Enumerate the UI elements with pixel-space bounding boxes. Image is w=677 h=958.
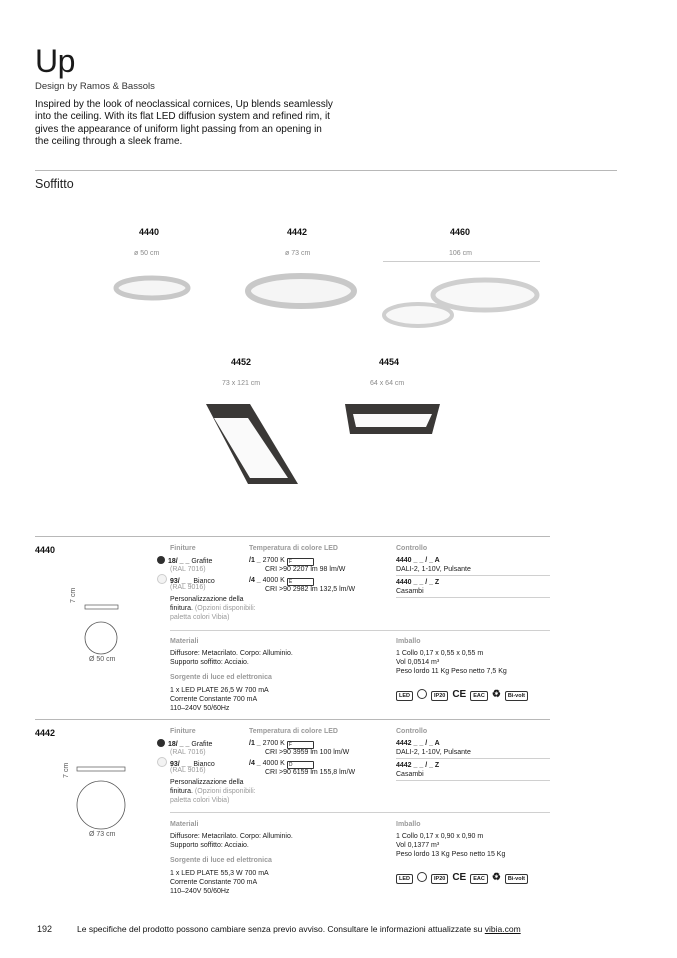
finish-bianco: 93/ _ _ Bianco (157, 574, 215, 586)
divider (35, 170, 617, 171)
finish-ral: (RAL 9016) (170, 584, 206, 591)
finish-bianco: 93/ _ _ Bianco (157, 757, 215, 769)
control-desc: DALI-2, 1-10V, Pulsante (396, 749, 471, 756)
finish-grafite: 18/ _ _ Grafite (157, 739, 212, 749)
source-line: 110–240V 50/60Hz (170, 888, 230, 895)
model-code-4452: 4452 (231, 357, 252, 367)
model-dim-4460: 106 cm (449, 250, 472, 257)
control-code: 4440 _ _ / _ Z (396, 579, 440, 586)
divider (396, 575, 550, 576)
model-dim-4454: 64 x 64 cm (370, 380, 405, 387)
ip-badge: IP20 (431, 874, 448, 884)
energy-class-badge: D (287, 761, 314, 769)
diameter-label: Ø 73 cm (89, 831, 116, 838)
materiali-line: Supporto soffitto: Acciaio. (170, 659, 249, 666)
footer-link[interactable]: vibia.com (484, 924, 521, 934)
finiture-label: Finiture (170, 728, 196, 735)
spec-code: 4440 (35, 545, 56, 555)
product-illustration-square (200, 398, 450, 498)
recycle-icon: ♻ (491, 689, 501, 700)
energy-class-badge: F (287, 558, 314, 566)
footer-note: Le specifiche del prodotto possono cambiare senza previo avviso. Consultare le informazioni attualizzate su vibia.com (77, 924, 521, 934)
opzioni-line: paletta colori Vibia) (170, 614, 230, 621)
finish-ral: (RAL 9016) (170, 767, 206, 774)
swatch-bianco (157, 574, 167, 584)
page-title: Up (35, 43, 75, 79)
designer-credit: Design by Ramos & Bassols (35, 81, 155, 92)
personalizzazione-line2: finitura. (Opzioni disponibili: (170, 605, 256, 612)
controllo-label: Controllo (396, 728, 428, 735)
eac-badge: EAC (470, 691, 488, 701)
divider (35, 536, 550, 537)
source-line: 1 x LED PLATE 55,3 W 700 mA (170, 870, 269, 877)
materiali-label: Materiali (170, 821, 199, 828)
sorgente-label: Sorgente di luce ed elettronica (170, 857, 272, 864)
profile-drawing (75, 765, 131, 835)
section-title: Soffitto (35, 177, 74, 191)
spec-code: 4442 (35, 728, 56, 738)
finiture-label: Finiture (170, 545, 196, 552)
divider (170, 812, 550, 813)
swatch-grafite (157, 739, 165, 747)
eac-badge: EAC (470, 874, 488, 884)
model-dim-4440: ø 50 cm (134, 250, 160, 257)
energy-class-badge: E (287, 578, 314, 586)
divider (396, 597, 550, 598)
class-icon (417, 872, 427, 882)
imballo-label: Imballo (396, 821, 421, 828)
temp-row: /1 _ 2700 K F (249, 739, 314, 749)
control-code: 4442 _ _ / _ Z (396, 762, 440, 769)
ip-badge: IP20 (431, 691, 448, 701)
pack-line: Vol 0,0514 m³ (396, 659, 440, 666)
temp-row: /4 _ 4000 K D (249, 759, 314, 769)
product-illustration-round (105, 268, 545, 348)
divider (35, 719, 550, 720)
model-code-4440: 4440 (139, 227, 160, 237)
profile-drawing (84, 603, 120, 658)
class-icon (417, 689, 427, 699)
ce-icon: CE (452, 872, 467, 883)
pack-line: Peso lordo 11 Kg Peso netto 7,5 Kg (396, 668, 507, 675)
height-label: 7 cm (63, 762, 70, 778)
source-line: 110–240V 50/60Hz (170, 705, 230, 712)
model-code-4454: 4454 (379, 357, 400, 367)
temperatura-label: Temperatura di colore LED (249, 545, 338, 552)
opzioni-line: paletta colori Vibia) (170, 797, 230, 804)
control-code: 4440 _ _ / _ A (396, 557, 440, 564)
controllo-label: Controllo (396, 545, 428, 552)
personalizzazione-line1: Personalizzazione della (170, 779, 244, 786)
divider (396, 758, 550, 759)
control-desc: Casambi (396, 771, 424, 778)
divider (170, 630, 550, 631)
model-code-4460: 4460 (450, 227, 471, 237)
height-label: 7 cm (70, 587, 77, 603)
control-code: 4442 _ _ / _ A (396, 740, 440, 747)
page-number: 192 (37, 924, 53, 934)
source-line: Corrente Constante 700 mA (170, 879, 258, 886)
personalizzazione-line1: Personalizzazione della (170, 596, 244, 603)
finish-grafite: 18/ _ _ Grafite (157, 556, 212, 566)
dim-line (383, 261, 540, 262)
pack-line: Peso lordo 13 Kg Peso netto 15 Kg (396, 851, 506, 858)
materiali-label: Materiali (170, 638, 199, 645)
model-dim-4442: ø 73 cm (285, 250, 311, 257)
materiali-line: Diffusore: Metacrilato. Corpo: Alluminio. (170, 650, 293, 657)
sorgente-label: Sorgente di luce ed elettronica (170, 674, 272, 681)
ce-icon: CE (452, 689, 467, 700)
led-badge: LED (396, 691, 413, 701)
bivolt-badge: Bi-volt (505, 874, 528, 884)
pack-line: 1 Collo 0,17 x 0,90 x 0,90 m (396, 833, 484, 840)
divider (396, 780, 550, 781)
temp-row: /1 _ 2700 K F (249, 556, 314, 566)
control-desc: DALI-2, 1-10V, Pulsante (396, 566, 471, 573)
certifications (396, 684, 532, 702)
source-line: 1 x LED PLATE 26,5 W 700 mA (170, 687, 269, 694)
led-badge: LED (396, 874, 413, 884)
temp-row: /4 _ 4000 K E (249, 576, 314, 586)
control-desc: Casambi (396, 588, 424, 595)
certifications (396, 867, 532, 885)
finish-ral: (RAL 7016) (170, 749, 206, 756)
materiali-line: Diffusore: Metacrilato. Corpo: Alluminio. (170, 833, 293, 840)
imballo-label: Imballo (396, 638, 421, 645)
bivolt-badge: Bi-volt (505, 691, 528, 701)
pack-line: 1 Collo 0,17 x 0,55 x 0,55 m (396, 650, 484, 657)
cri-row: CRI >90 2982 lm 132,5 lm/W (265, 586, 356, 593)
source-line: Corrente Constante 700 mA (170, 696, 258, 703)
materiali-line: Supporto soffitto: Acciaio. (170, 842, 249, 849)
energy-class-badge: F (287, 741, 314, 749)
cri-row: CRI >90 3959 lm 100 lm/W (265, 749, 350, 756)
model-dim-4452: 73 x 121 cm (222, 380, 261, 387)
diameter-label: Ø 50 cm (89, 656, 116, 663)
swatch-grafite (157, 556, 165, 564)
finish-ral: (RAL 7016) (170, 566, 206, 573)
intro-text: Inspired by the look of neoclassical cornices, Up blends seamlessly into the ceiling. With its flat LED diffusion system and refined rim, it gives the appearance of uniform light passing from an opening in the ceiling through a sleek frame. (35, 99, 333, 148)
cri-row: CRI >90 6159 lm 155,8 lm/W (265, 769, 356, 776)
recycle-icon: ♻ (491, 872, 501, 883)
personalizzazione-line2: finitura. (Opzioni disponibili: (170, 788, 256, 795)
swatch-bianco (157, 757, 167, 767)
temperatura-label: Temperatura di colore LED (249, 728, 338, 735)
model-code-4442: 4442 (287, 227, 308, 237)
pack-line: Vol 0,1377 m³ (396, 842, 440, 849)
cri-row: CRI >90 2207 lm 98 lm/W (265, 566, 346, 573)
